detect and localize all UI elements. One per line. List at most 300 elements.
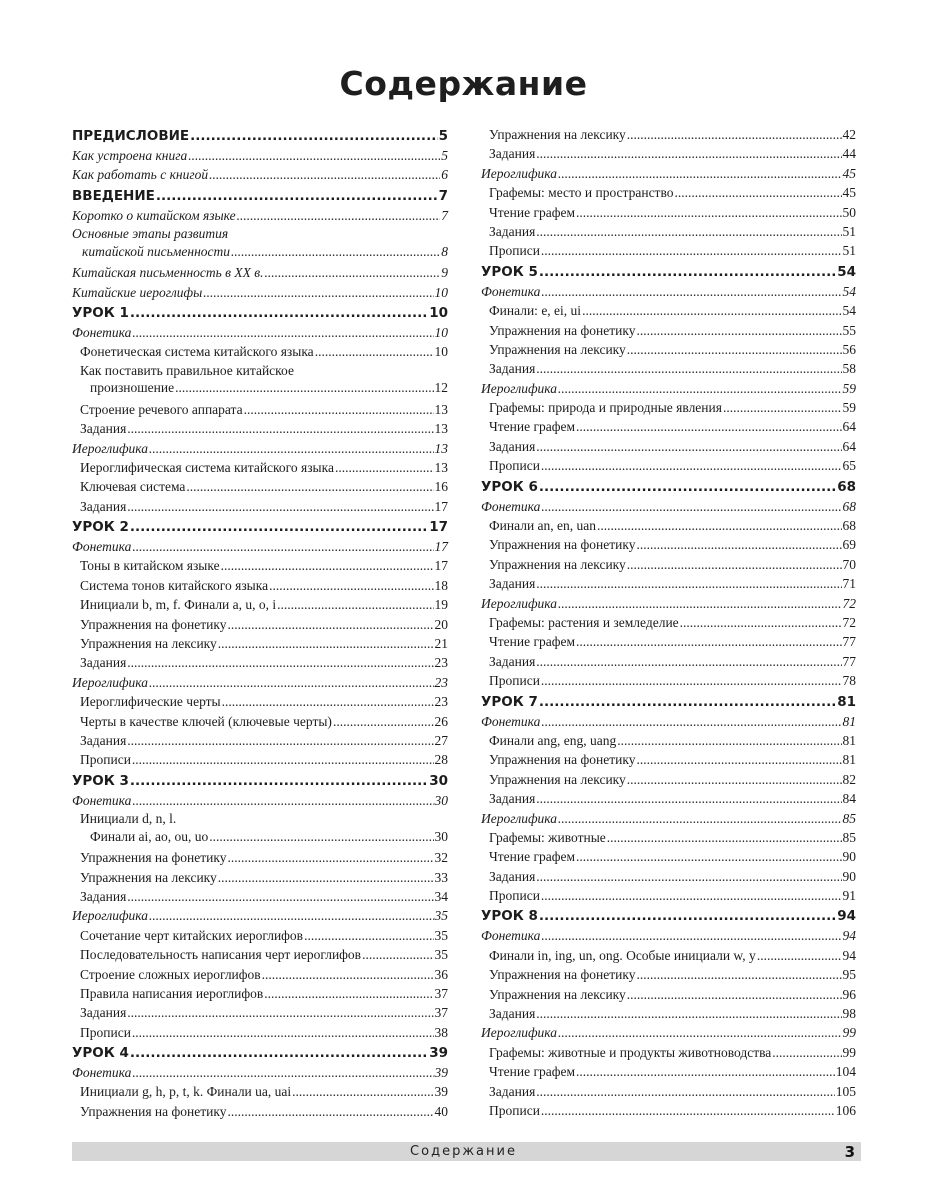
dot-leader: [607, 828, 842, 847]
toc-entry-sub[interactable]: [72, 926, 448, 945]
toc-entry-sub[interactable]: [481, 222, 856, 241]
toc-entry-label: Китайская письменность в XX в.: [72, 265, 264, 281]
toc-entry-label: Упражнения на лексику: [489, 771, 626, 787]
toc-entry-page: 69: [842, 537, 856, 553]
toc-entry-page: 77: [842, 634, 856, 650]
dot-leader: [203, 283, 433, 302]
toc-entry-sub[interactable]: [72, 477, 448, 496]
toc-entry-label: Строение сложных иероглифов: [80, 966, 261, 982]
toc-entry-label: Прописи: [489, 1102, 540, 1118]
dot-leader: [576, 1062, 835, 1081]
toc-entry-sec[interactable]: [72, 263, 448, 282]
toc-entry-sub[interactable]: [72, 984, 448, 1003]
toc-entry-label: Черты в качестве ключей (ключевые черты): [80, 713, 332, 729]
toc-entry-sub[interactable]: [72, 615, 448, 634]
toc-entry-label: Иероглифика: [481, 380, 558, 396]
toc-entry-page: 37: [434, 1005, 448, 1021]
page-footer: [72, 1142, 861, 1161]
toc-entry-head[interactable]: [481, 907, 856, 926]
toc-entry-sub[interactable]: [481, 125, 856, 144]
toc-entry-sub[interactable]: [481, 1043, 856, 1062]
dot-leader: [262, 965, 434, 984]
dot-leader: [636, 965, 841, 984]
toc-entry-label: УРОК 1: [72, 304, 129, 321]
dot-leader: [362, 945, 433, 964]
dot-leader: [132, 323, 433, 342]
dot-leader: [227, 1102, 433, 1121]
toc-entry-label: Иероглифика: [481, 1025, 558, 1041]
dot-leader: [175, 379, 433, 397]
toc-entry-sec[interactable]: [481, 712, 856, 731]
toc-entry-label: Упражнения на фонетику: [489, 322, 636, 338]
toc-entry-label: Система тонов китайского языка: [80, 577, 269, 593]
toc-entry-page: 94: [842, 947, 856, 963]
toc-entry-sub[interactable]: [72, 576, 448, 595]
toc-entry-sub[interactable]: [481, 321, 856, 340]
toc-entry-label: Упражнения на лексику: [489, 341, 626, 357]
toc-entry-label: Задания: [489, 653, 536, 669]
toc-entry-page: 7: [438, 187, 448, 204]
toc-entry-sub[interactable]: [72, 731, 448, 750]
toc-entry-page: 96: [842, 986, 856, 1002]
toc-entry-page: 35: [434, 927, 448, 943]
toc-entry-label: Задания: [80, 421, 127, 437]
toc-entry-page: 17: [434, 558, 448, 574]
toc-entry-page: 30: [429, 772, 448, 789]
toc-entry-sub[interactable]: [481, 398, 856, 417]
toc-entry-page: 30: [434, 828, 448, 844]
toc-entry-page: 65: [842, 458, 856, 474]
toc-entry-sec[interactable]: [72, 1063, 448, 1082]
toc-entry-head[interactable]: [72, 187, 448, 206]
toc-entry-sub[interactable]: [72, 965, 448, 984]
dot-leader: [218, 634, 434, 653]
toc-entry-sub[interactable]: [481, 203, 856, 222]
toc-entry-sub[interactable]: [481, 1082, 856, 1101]
toc-entry-sub[interactable]: [481, 1062, 856, 1081]
toc-entry-head[interactable]: [72, 1044, 448, 1063]
toc-entry-label: Упражнения на лексику: [489, 127, 626, 142]
dot-leader: [333, 712, 434, 731]
toc-entry-page: 55: [842, 322, 856, 338]
toc-entry-sub[interactable]: [72, 887, 448, 906]
toc-entry-head[interactable]: [481, 693, 856, 712]
toc-entry-page: 94: [837, 908, 856, 925]
dot-leader: [558, 1023, 841, 1042]
toc-entry-sub[interactable]: [481, 847, 856, 866]
toc-entry-page: 8: [441, 243, 448, 259]
toc-entry-sub[interactable]: [72, 1102, 448, 1121]
toc-entry-label: Финали an, en, uan: [489, 518, 597, 534]
toc-entry-label: УРОК 7: [481, 693, 538, 710]
dot-leader: [597, 516, 841, 535]
toc-entry-label: Упражнения на фонетику: [80, 616, 227, 632]
toc-entry-sub[interactable]: [481, 1101, 856, 1120]
toc-entry-page: 58: [842, 361, 856, 377]
toc-entry-label: Китайские иероглифы: [72, 284, 203, 300]
toc-entry-sub[interactable]: [72, 595, 448, 614]
toc-entry-page: 94: [842, 928, 856, 944]
toc-entry-label: Задания: [489, 868, 536, 884]
toc-entry-label: Задания: [80, 1005, 127, 1021]
toc-entry-sec[interactable]: [72, 165, 448, 184]
toc-entry-label: Последовательность написания черт иероглифов: [80, 947, 362, 963]
toc-entry-page: 81: [842, 732, 856, 748]
toc-entry-sub[interactable]: [481, 1004, 856, 1023]
toc-entry-sub[interactable]: [72, 419, 448, 438]
toc-entry-label: Упражнения на фонетику: [80, 1103, 227, 1119]
dot-leader: [132, 1063, 433, 1082]
toc-entry-label: Строение речевого аппарата: [80, 401, 243, 417]
toc-entry-page: 90: [842, 849, 856, 865]
dot-leader: [541, 241, 842, 260]
toc-entry-sec[interactable]: [481, 1023, 856, 1042]
toc-entry-sec[interactable]: [72, 791, 448, 810]
toc-entry-sub[interactable]: [481, 555, 856, 574]
toc-entry-page: 71: [842, 576, 856, 592]
dot-leader: [130, 518, 428, 537]
toc-entry-page: 12: [434, 380, 448, 396]
dot-leader: [127, 1003, 433, 1022]
toc-entry-page: 44: [842, 146, 856, 162]
toc-entry-head[interactable]: [481, 263, 856, 282]
toc-entry-sub[interactable]: [481, 671, 856, 690]
toc-entry-sub[interactable]: [72, 556, 448, 575]
dot-leader: [264, 984, 433, 1003]
toc-entry-page: 32: [434, 850, 448, 866]
dot-leader: [132, 750, 434, 769]
toc-entry-sec[interactable]: [481, 497, 856, 516]
toc-entry-page: 81: [842, 752, 856, 768]
toc-entry-sub[interactable]: [481, 652, 856, 671]
toc-entry-page: 35: [434, 908, 448, 924]
toc-entry-page: 36: [434, 966, 448, 982]
toc-entry-label: Прописи: [489, 243, 540, 259]
toc-entry-page: 17: [434, 498, 448, 514]
dot-leader: [723, 398, 842, 417]
toc-entry-label: УРОК 3: [72, 772, 129, 789]
toc-entry-label: УРОК 6: [481, 478, 538, 495]
dot-leader: [227, 848, 433, 867]
toc-entry-label: Упражнения на фонетику: [489, 967, 636, 983]
toc-entry-page: 40: [434, 1103, 448, 1119]
toc-entry-label: Упражнения на фонетику: [489, 537, 636, 553]
dot-leader: [536, 1082, 834, 1101]
toc-entry-label: Упражнения на фонетику: [80, 850, 227, 866]
dot-leader: [582, 301, 841, 320]
toc-entry-page: 5: [438, 128, 448, 144]
dot-leader: [627, 770, 842, 789]
toc-entry-sub[interactable]: [72, 945, 448, 964]
toc-entry-page: 91: [842, 888, 856, 904]
toc-entry-label: Упражнения на лексику: [80, 869, 217, 885]
toc-entry-label: Фонетика: [72, 539, 132, 555]
toc-entry-sub[interactable]: [481, 301, 856, 320]
dot-leader: [190, 127, 437, 146]
dot-leader: [277, 595, 433, 614]
toc-entry-sub[interactable]: [72, 712, 448, 731]
dot-leader: [541, 1101, 835, 1120]
toc-entry-sub[interactable]: [481, 965, 856, 984]
toc-entry-label: Задания: [80, 498, 127, 514]
toc-entry-label: Задания: [80, 888, 127, 904]
toc-entry-page: 10: [429, 304, 448, 321]
toc-entry-sec[interactable]: [481, 809, 856, 828]
toc-entry-page: 59: [842, 400, 856, 416]
toc-entry-label: Фонетика: [481, 713, 541, 729]
toc-entry-page: 13: [434, 421, 448, 437]
toc-entry-sub[interactable]: [72, 458, 448, 477]
dot-leader: [186, 477, 433, 496]
toc-entry-page: 6: [441, 167, 448, 183]
toc-entry-page: 68: [842, 518, 856, 534]
toc-entry-sub[interactable]: [481, 985, 856, 1004]
toc-entry-page: 99: [842, 1025, 856, 1041]
toc-entry-page: 70: [842, 556, 856, 572]
dot-leader: [757, 946, 842, 965]
toc-entry-page: 84: [842, 791, 856, 807]
dot-leader: [536, 1004, 841, 1023]
toc-entry-page: 85: [842, 829, 856, 845]
toc-entry-sub[interactable]: [72, 342, 448, 361]
dot-leader: [149, 439, 433, 458]
toc-entry-page: 26: [434, 713, 448, 729]
toc-entry-sub[interactable]: [481, 886, 856, 905]
dot-leader: [680, 613, 842, 632]
toc-entry-label: Иероглифика: [72, 440, 149, 456]
dot-leader: [304, 926, 433, 945]
toc-entry-sub[interactable]: [481, 456, 856, 475]
toc-entry-label: Чтение графем: [489, 849, 576, 865]
toc-entry-sub[interactable]: [72, 653, 448, 672]
toc-entry-sub[interactable]: [481, 144, 856, 163]
toc-entry-page: 5: [441, 148, 448, 163]
toc-entry-label: Задания: [489, 361, 536, 377]
toc-entry-sub[interactable]: [481, 183, 856, 202]
toc-entry-page: 10: [434, 284, 448, 300]
toc-entry-sub[interactable]: [72, 848, 448, 867]
toc-entry-label: Иероглифика: [481, 595, 558, 611]
footer-title: Содержание: [410, 1144, 517, 1159]
toc-entry-page: 56: [842, 341, 856, 357]
toc-entry-label: Сочетание черт китайских иероглифов: [80, 927, 304, 943]
page-title: Содержание: [339, 64, 588, 103]
toc-entry-label: УРОК 8: [481, 908, 538, 925]
toc-entry-sub[interactable]: [481, 828, 856, 847]
dot-leader: [576, 632, 841, 651]
toc-entry-label: Задания: [489, 146, 536, 162]
toc-entry-sec[interactable]: [72, 537, 448, 556]
toc-entry-sub[interactable]: [72, 750, 448, 769]
toc-entry-sub[interactable]: [72, 362, 448, 400]
dot-leader: [576, 417, 841, 436]
toc-entry-page: 39: [434, 1065, 448, 1081]
toc-entry-page: 82: [842, 771, 856, 787]
toc-entry-head[interactable]: [72, 772, 448, 791]
toc-entry-page: 45: [842, 185, 856, 201]
toc-entry-sec[interactable]: [481, 164, 856, 183]
toc-entry-sub[interactable]: [481, 535, 856, 554]
dot-leader: [627, 985, 842, 1004]
toc-entry-page: 37: [434, 985, 448, 1001]
toc-entry-page: 13: [434, 401, 448, 417]
dot-leader: [335, 458, 434, 477]
toc-entry-sub[interactable]: [72, 1023, 448, 1042]
toc-entry-sub[interactable]: [481, 731, 856, 750]
dot-leader: [536, 574, 841, 593]
toc-entry-label: Иероглифические черты: [80, 694, 221, 710]
dot-leader: [558, 164, 841, 183]
dot-leader: [558, 379, 841, 398]
toc-entry-sub[interactable]: [481, 632, 856, 651]
toc-entry-sec[interactable]: [72, 906, 448, 925]
dot-leader: [209, 165, 440, 184]
toc-entry-page: 54: [842, 303, 856, 319]
toc-entry-head[interactable]: [72, 127, 448, 146]
toc-entry-sec[interactable]: [481, 282, 856, 301]
toc-entry-sub[interactable]: [72, 497, 448, 516]
toc-entry-sub[interactable]: [72, 692, 448, 711]
dot-leader: [627, 125, 842, 144]
toc-entry-sec[interactable]: [481, 594, 856, 613]
dot-leader: [269, 576, 433, 595]
dot-leader: [222, 692, 434, 711]
toc-entry-page: 99: [842, 1044, 856, 1060]
toc-entry-sub[interactable]: [481, 946, 856, 965]
toc-entry-label: Упражнения на лексику: [489, 556, 626, 572]
toc-entry-label: Графемы: место и пространство: [489, 185, 674, 201]
dot-leader: [188, 146, 440, 165]
toc-entry-page: 18: [434, 577, 448, 593]
toc-entry-sub[interactable]: [481, 770, 856, 789]
toc-entry-label: Иероглифика: [481, 810, 558, 826]
toc-entry-label-cont: произношение: [90, 380, 175, 396]
dot-leader: [536, 359, 841, 378]
dot-leader: [541, 497, 841, 516]
toc-entry-page: 54: [837, 263, 856, 280]
dot-leader: [541, 282, 841, 301]
toc-entry-sub[interactable]: [481, 241, 856, 260]
toc-entry-page: 104: [835, 1064, 856, 1080]
toc-entry-label: ВВЕДЕНИЕ: [72, 187, 155, 204]
toc-entry-label: Инициали g, h, p, t, k. Финали ua, uai: [80, 1084, 292, 1100]
toc-entry-page: 59: [842, 380, 856, 396]
toc-entry-label: Иероглифика: [72, 674, 149, 690]
toc-entry-sec[interactable]: [72, 283, 448, 302]
toc-entry-sub[interactable]: [481, 574, 856, 593]
dot-leader: [130, 304, 428, 323]
toc-entry-label: Фонетика: [72, 792, 132, 808]
toc-entry-sub[interactable]: [481, 613, 856, 632]
toc-entry-page: 95: [842, 967, 856, 983]
toc-entry-label: Графемы: природа и природные явления: [489, 400, 722, 416]
dot-leader: [536, 222, 841, 241]
toc-entry-sub[interactable]: [72, 634, 448, 653]
toc-entry-sec[interactable]: [481, 926, 856, 945]
toc-entry-label: Упражнения на лексику: [489, 986, 626, 1002]
toc-entry-sub[interactable]: [481, 340, 856, 359]
dot-leader: [127, 653, 433, 672]
toc-entry-head[interactable]: [72, 304, 448, 323]
toc-entry-page: 17: [429, 519, 448, 536]
toc-entry-sec[interactable]: [72, 206, 448, 225]
toc-entry-sec[interactable]: [72, 323, 448, 342]
toc-entry-label: УРОК 2: [72, 519, 129, 536]
toc-entry-sub[interactable]: [481, 437, 856, 456]
toc-entry-sub[interactable]: [72, 868, 448, 887]
toc-entry-label: Коротко о китайском языке: [72, 207, 236, 223]
toc-entry-label: Фонетическая система китайского языка: [80, 344, 314, 360]
dot-leader: [292, 1082, 433, 1101]
toc-entry-page: 19: [434, 597, 448, 613]
toc-entry-page: 17: [434, 539, 448, 555]
toc-entry-sec[interactable]: [72, 673, 448, 692]
toc-entry-page: 90: [842, 868, 856, 884]
toc-entry-page: 105: [835, 1083, 856, 1099]
toc-entry-sub[interactable]: [72, 400, 448, 419]
toc-entry-line2: [72, 243, 448, 261]
dot-leader: [149, 673, 433, 692]
toc-entry-sec[interactable]: [72, 439, 448, 458]
toc-entry-head[interactable]: [72, 518, 448, 537]
dot-leader: [315, 342, 434, 361]
dot-leader: [127, 497, 433, 516]
toc-entry-sub[interactable]: [481, 417, 856, 436]
toc-entry-sec[interactable]: [72, 225, 448, 263]
toc-entry-head[interactable]: [481, 478, 856, 497]
toc-entry-label: Правила написания иероглифов: [80, 985, 264, 1001]
toc-entry-label: Фонетика: [481, 283, 541, 299]
toc-entry-label: Финали in, ing, un, ong. Особые инициали w, y: [489, 947, 756, 963]
dot-leader: [130, 772, 428, 791]
toc-entry-page: 68: [842, 498, 856, 514]
toc-entry-sub[interactable]: [72, 810, 448, 848]
toc-entry-sec[interactable]: [481, 379, 856, 398]
toc-entry-page: 28: [434, 752, 448, 768]
dot-leader: [127, 731, 433, 750]
toc-entry-label: Задания: [489, 438, 536, 454]
toc-entry-sub[interactable]: [481, 789, 856, 808]
toc-entry-label: Как поставить правильное китайское: [80, 362, 294, 378]
toc-entry-page: 13: [434, 459, 448, 475]
toc-entry-sec[interactable]: [72, 146, 448, 165]
toc-entry-sub[interactable]: [72, 1082, 448, 1101]
toc-entry-label: Инициали b, m, f. Финали a, u, o, i: [80, 597, 277, 613]
toc-entry-label: Прописи: [489, 458, 540, 474]
toc-entry-sub[interactable]: [481, 516, 856, 535]
toc-entry-label: Задания: [489, 223, 536, 239]
toc-entry-page: 34: [434, 888, 448, 904]
dot-leader: [536, 789, 841, 808]
dot-leader: [541, 712, 841, 731]
toc-entry-label: Иероглифическая система китайского языка: [80, 459, 334, 475]
toc-entry-page: 42: [842, 127, 856, 142]
toc-entry-label: Ключевая система: [80, 479, 186, 495]
toc-entry-label: Чтение графем: [489, 204, 576, 220]
toc-entry-page: 64: [842, 438, 856, 454]
toc-entry-sub[interactable]: [481, 867, 856, 886]
toc-entry-label: Фонетика: [72, 324, 132, 340]
toc-entry-line2: [80, 379, 448, 397]
dot-leader: [541, 886, 842, 905]
toc-entry-page: 78: [842, 673, 856, 689]
toc-entry-sub[interactable]: [481, 359, 856, 378]
toc-entry-sub[interactable]: [72, 1003, 448, 1022]
toc-entry-page: 13: [434, 440, 448, 456]
toc-entry-sub[interactable]: [481, 750, 856, 769]
toc-entry-label: Чтение графем: [489, 419, 576, 435]
dot-leader: [237, 206, 441, 225]
